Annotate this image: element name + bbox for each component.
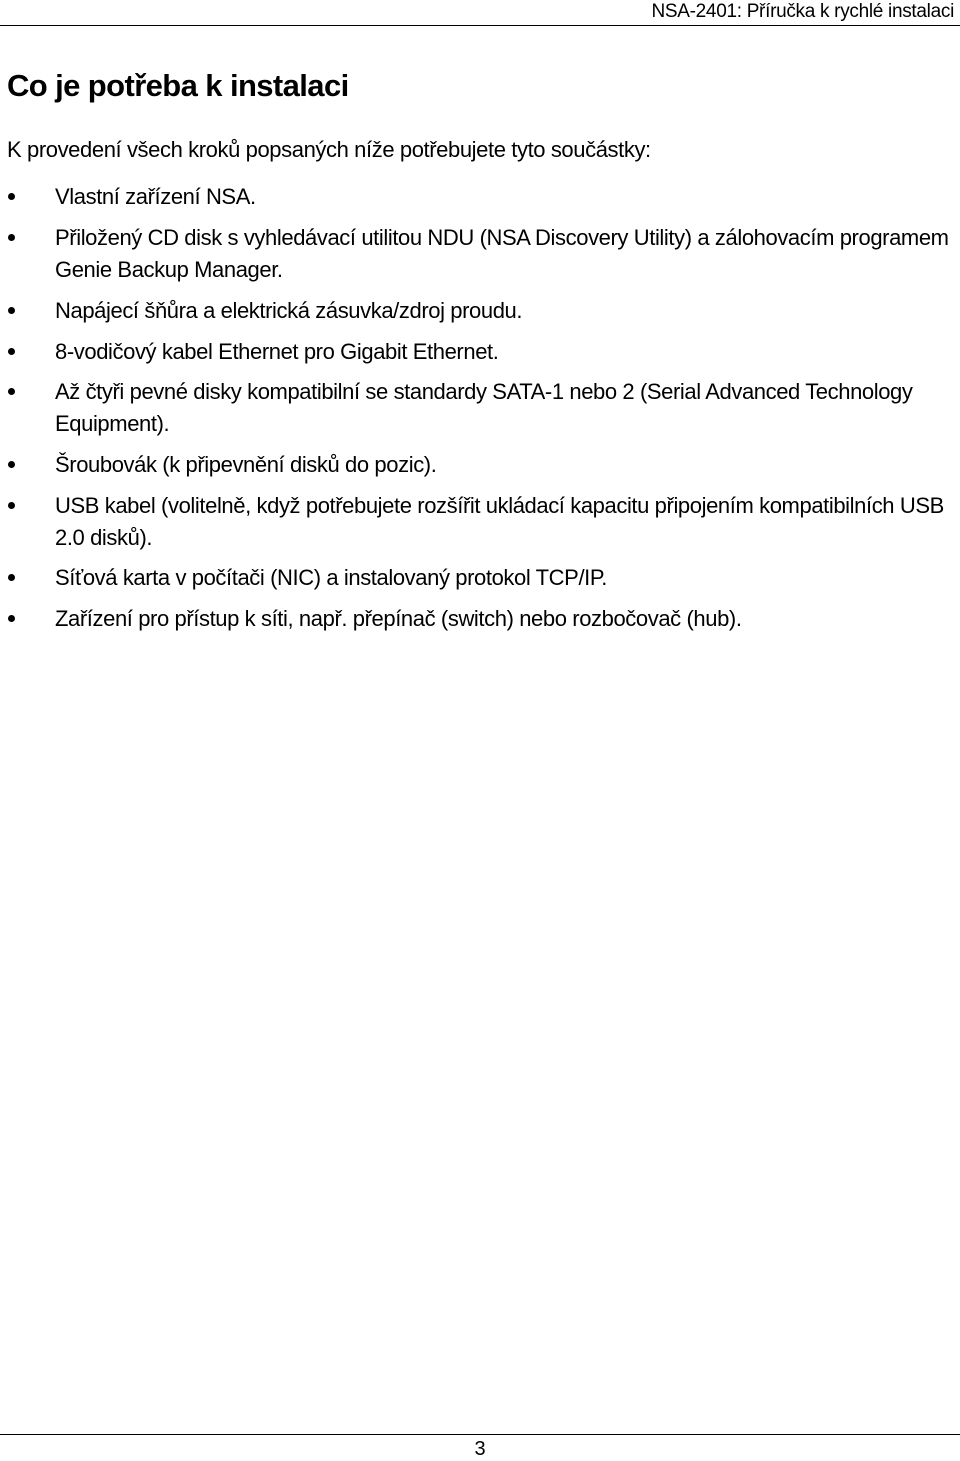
bullet-icon (8, 388, 15, 395)
list-item-text: Až čtyři pevné disky kompatibilní se standardy SATA-1 nebo 2 (Serial Advanced Technology Equipment). (55, 379, 913, 436)
list-item-text: Zařízení pro přístup k síti, např. přepínač (switch) nebo rozbočovač (hub). (55, 606, 742, 631)
bullet-icon (8, 348, 15, 355)
list-item-text: Síťová karta v počítači (NIC) a instalovaný protokol TCP/IP. (55, 565, 608, 590)
list-item-text: 8-vodičový kabel Ethernet pro Gigabit Ethernet. (55, 339, 499, 364)
bullet-icon (8, 193, 15, 200)
list-item-text: Napájecí šňůra a elektrická zásuvka/zdroj proudu. (55, 298, 523, 323)
bullet-icon (8, 461, 15, 468)
document-header-title: NSA-2401: Příručka k rychlé instalaci (651, 1, 954, 22)
bullet-icon (8, 234, 15, 241)
list-item-text: Přiložený CD disk s vyhledávací utilitou NDU (NSA Discovery Utility) a zálohovacím programem Genie Backup Manager. (55, 225, 949, 282)
bullet-icon (8, 574, 15, 581)
bullet-icon (8, 502, 15, 509)
page-number: 3 (474, 1438, 486, 1460)
list-item-text: USB kabel (volitelně, když potřebujete rozšířit ukládací kapacitu připojením kompatibilních USB 2.0 disků). (55, 493, 944, 550)
page-header (0, 0, 960, 30)
list-item-text: Šroubovák (k připevnění disků do pozic). (55, 452, 437, 477)
bullet-icon (8, 615, 15, 622)
intro-paragraph: K provedení všech kroků popsaných níže potřebujete tyto součástky: (7, 137, 651, 162)
list-item-text: Vlastní zařízení NSA. (55, 184, 256, 209)
section-title: Co je potřeba k instalaci (7, 68, 349, 103)
header-divider (0, 25, 960, 26)
footer-divider (0, 1434, 960, 1435)
bullet-icon (8, 307, 15, 314)
